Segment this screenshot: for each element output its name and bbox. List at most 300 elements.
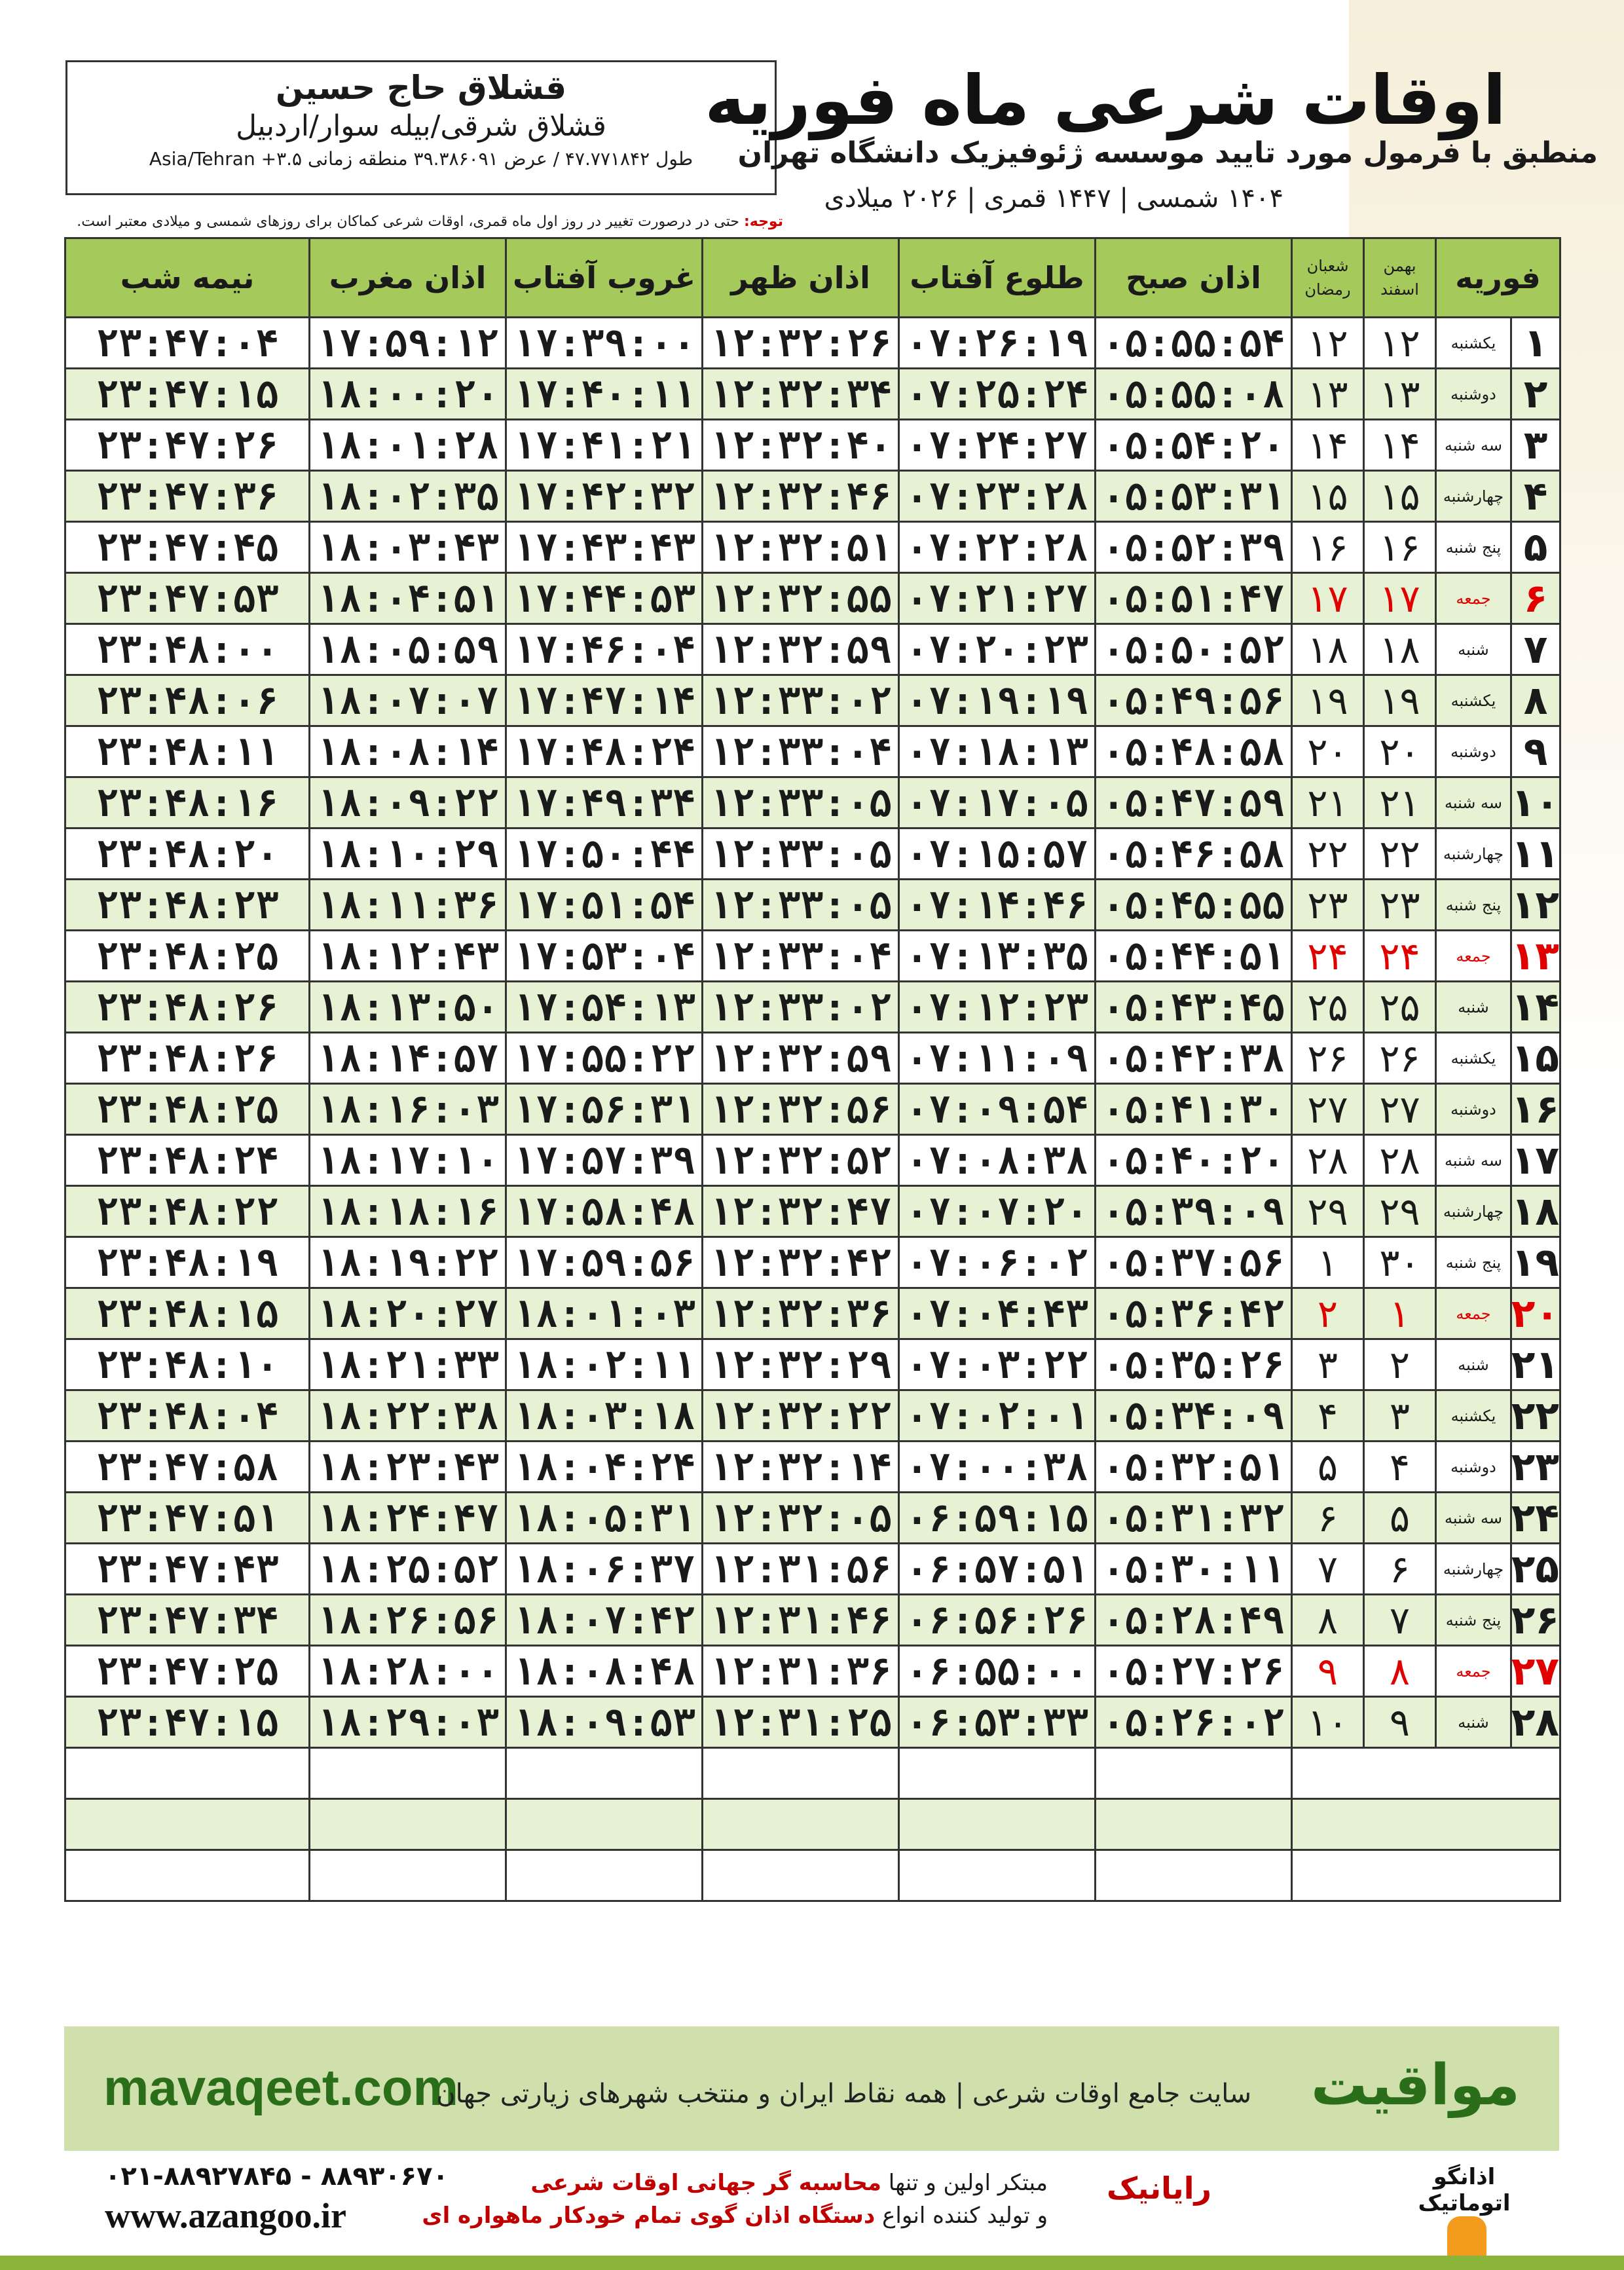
maghrib-time: ۱۸:۱۸:۱۶ — [310, 1186, 506, 1237]
day-number: ۶ — [1511, 573, 1560, 624]
day-number: ۷ — [1511, 624, 1560, 675]
page-title: اوقات شرعی ماه فوریه — [705, 60, 1506, 140]
empty-cell — [65, 1850, 310, 1901]
azangoo-logo — [1388, 2164, 1545, 2236]
qamari-day: ۲۴ — [1292, 931, 1364, 982]
qamari-day: ۳ — [1292, 1339, 1364, 1390]
empty-cell — [506, 1799, 703, 1850]
table-row — [65, 1697, 1560, 1748]
table-row — [65, 624, 1560, 675]
shamsi-day: ۶ — [1364, 1544, 1436, 1595]
table-row — [65, 982, 1560, 1033]
empty-cell — [1096, 1748, 1292, 1799]
header-sunrise: طلوع آفتاب — [899, 238, 1096, 318]
qamari-day: ۱۲ — [1292, 318, 1364, 369]
midnight-time: ۲۳:۴۸:۲۳ — [65, 880, 310, 931]
fajr-time: ۰۵:۴۹:۵۶ — [1096, 675, 1292, 726]
sunset-time: ۱۷:۳۹:۰۰ — [506, 318, 703, 369]
sunrise-time: ۰۶:۵۳:۳۳ — [899, 1697, 1096, 1748]
weekday: یکشنبه — [1436, 1390, 1511, 1442]
fajr-time: ۰۵:۳۹:۰۹ — [1096, 1186, 1292, 1237]
sunrise-time: ۰۷:۱۲:۲۳ — [899, 982, 1096, 1033]
empty-cell — [1292, 1799, 1560, 1850]
midnight-time: ۲۳:۴۸:۲۴ — [65, 1135, 310, 1186]
dhuhr-time: ۱۲:۳۲:۵۹ — [703, 1033, 899, 1084]
fajr-time: ۰۵:۴۰:۲۰ — [1096, 1135, 1292, 1186]
sunrise-time: ۰۷:۱۷:۰۵ — [899, 777, 1096, 828]
empty-row — [65, 1850, 1560, 1901]
dhuhr-time: ۱۲:۳۲:۱۴ — [703, 1442, 899, 1493]
sunrise-time: ۰۶:۵۹:۱۵ — [899, 1493, 1096, 1544]
date-line: ۱۴۰۴ شمسی | ۱۴۴۷ قمری | ۲۰۲۶ میلادی — [824, 183, 1283, 214]
weekday: دوشنبه — [1436, 369, 1511, 420]
fajr-time: ۰۵:۴۶:۵۸ — [1096, 828, 1292, 880]
table-row — [65, 1288, 1560, 1339]
qamari-day: ۲۷ — [1292, 1084, 1364, 1135]
sunrise-time: ۰۷:۱۴:۴۶ — [899, 880, 1096, 931]
midnight-time: ۲۳:۴۸:۲۲ — [65, 1186, 310, 1237]
qamari-day: ۲ — [1292, 1288, 1364, 1339]
qamari-day: ۴ — [1292, 1390, 1364, 1442]
shamsi-day: ۱۷ — [1364, 573, 1436, 624]
dhuhr-time: ۱۲:۳۲:۳۶ — [703, 1288, 899, 1339]
sunset-time: ۱۸:۰۴:۲۴ — [506, 1442, 703, 1493]
header-lunar-month-2: رمضان — [1304, 280, 1351, 299]
table-row — [65, 1544, 1560, 1595]
qamari-day: ۱۰ — [1292, 1697, 1364, 1748]
fajr-time: ۰۵:۲۸:۴۹ — [1096, 1595, 1292, 1646]
sunset-time: ۱۷:۵۴:۱۳ — [506, 982, 703, 1033]
dhuhr-time: ۱۲:۳۲:۵۹ — [703, 624, 899, 675]
dhuhr-time: ۱۲:۳۳:۰۵ — [703, 880, 899, 931]
maghrib-time: ۱۷:۵۹:۱۲ — [310, 318, 506, 369]
qamari-day: ۲۳ — [1292, 880, 1364, 931]
day-number: ۲۱ — [1511, 1339, 1560, 1390]
weekday: یکشنبه — [1436, 675, 1511, 726]
dhuhr-time: ۱۲:۳۲:۴۰ — [703, 420, 899, 471]
fajr-time: ۰۵:۵۵:۵۴ — [1096, 318, 1292, 369]
sunrise-time: ۰۷:۰۷:۲۰ — [899, 1186, 1096, 1237]
weekday: یکشنبه — [1436, 1033, 1511, 1084]
midnight-time: ۲۳:۴۸:۰۰ — [65, 624, 310, 675]
shamsi-day: ۵ — [1364, 1493, 1436, 1544]
shamsi-day: ۷ — [1364, 1595, 1436, 1646]
day-number: ۳ — [1511, 420, 1560, 471]
sunset-time: ۱۷:۵۵:۲۲ — [506, 1033, 703, 1084]
weekday: سه شنبه — [1436, 420, 1511, 471]
header-sunset: غروب آفتاب — [506, 238, 703, 318]
phone-numbers: ۰۲۱-۸۸۹۲۷۸۴۵ - ۸۸۹۳۰۶۷۰ — [105, 2161, 449, 2191]
shamsi-day: ۲ — [1364, 1339, 1436, 1390]
maghrib-time: ۱۸:۱۱:۳۶ — [310, 880, 506, 931]
shamsi-day: ۲۶ — [1364, 1033, 1436, 1084]
header-persian-month — [1364, 238, 1436, 318]
dhuhr-time: ۱۲:۳۳:۰۵ — [703, 828, 899, 880]
sunrise-time: ۰۷:۲۵:۲۴ — [899, 369, 1096, 420]
fajr-time: ۰۵:۴۷:۵۹ — [1096, 777, 1292, 828]
weekday: چهارشنبه — [1436, 828, 1511, 880]
sunrise-time: ۰۷:۲۴:۲۷ — [899, 420, 1096, 471]
qamari-day: ۲۱ — [1292, 777, 1364, 828]
sunset-time: ۱۷:۴۴:۵۳ — [506, 573, 703, 624]
empty-cell — [703, 1850, 899, 1901]
table-row — [65, 1186, 1560, 1237]
table-header-row — [65, 238, 1560, 318]
midnight-time: ۲۳:۴۷:۲۶ — [65, 420, 310, 471]
midnight-time: ۲۳:۴۷:۳۶ — [65, 471, 310, 522]
qamari-day: ۲۰ — [1292, 726, 1364, 777]
sunset-time: ۱۷:۵۳:۰۴ — [506, 931, 703, 982]
qamari-day: ۷ — [1292, 1544, 1364, 1595]
empty-cell — [65, 1748, 310, 1799]
table-row — [65, 675, 1560, 726]
sunrise-time: ۰۷:۲۳:۲۸ — [899, 471, 1096, 522]
empty-cell — [899, 1748, 1096, 1799]
midnight-time: ۲۳:۴۸:۱۵ — [65, 1288, 310, 1339]
sunrise-time: ۰۷:۲۶:۱۹ — [899, 318, 1096, 369]
note — [63, 214, 783, 230]
dhuhr-time: ۱۲:۳۲:۵۵ — [703, 573, 899, 624]
day-number: ۲۵ — [1511, 1544, 1560, 1595]
fajr-time: ۰۵:۵۱:۴۷ — [1096, 573, 1292, 624]
midnight-time: ۲۳:۴۸:۲۶ — [65, 1033, 310, 1084]
table-row — [65, 1493, 1560, 1544]
fajr-time: ۰۵:۴۵:۵۵ — [1096, 880, 1292, 931]
header-fajr: اذان صبح — [1096, 238, 1292, 318]
empty-row — [65, 1799, 1560, 1850]
qamari-day: ۱۸ — [1292, 624, 1364, 675]
qamari-day: ۸ — [1292, 1595, 1364, 1646]
shamsi-day: ۳ — [1364, 1390, 1436, 1442]
day-number: ۱۲ — [1511, 880, 1560, 931]
maghrib-time: ۱۸:۰۸:۱۴ — [310, 726, 506, 777]
day-number: ۲۸ — [1511, 1697, 1560, 1748]
empty-cell — [1292, 1850, 1560, 1901]
dhuhr-time: ۱۲:۳۲:۵۲ — [703, 1135, 899, 1186]
dhuhr-time: ۱۲:۳۲:۳۴ — [703, 369, 899, 420]
qamari-day: ۱۳ — [1292, 369, 1364, 420]
fajr-time: ۰۵:۲۶:۰۲ — [1096, 1697, 1292, 1748]
sunset-time: ۱۷:۴۷:۱۴ — [506, 675, 703, 726]
weekday: جمعه — [1436, 1646, 1511, 1697]
weekday: شنبه — [1436, 1697, 1511, 1748]
day-number: ۱۷ — [1511, 1135, 1560, 1186]
shamsi-day: ۲۲ — [1364, 828, 1436, 880]
midnight-time: ۲۳:۴۸:۲۵ — [65, 1084, 310, 1135]
sunrise-time: ۰۷:۰۰:۳۸ — [899, 1442, 1096, 1493]
weekday: پنج شنبه — [1436, 880, 1511, 931]
midnight-time: ۲۳:۴۸:۱۱ — [65, 726, 310, 777]
dhuhr-time: ۱۲:۳۳:۰۴ — [703, 931, 899, 982]
sunrise-time: ۰۷:۰۳:۲۲ — [899, 1339, 1096, 1390]
dhuhr-time: ۱۲:۳۲:۴۷ — [703, 1186, 899, 1237]
fajr-time: ۰۵:۵۳:۳۱ — [1096, 471, 1292, 522]
table-row — [65, 420, 1560, 471]
sunset-time: ۱۷:۵۱:۵۴ — [506, 880, 703, 931]
sunrise-time: ۰۶:۵۷:۵۱ — [899, 1544, 1096, 1595]
maghrib-time: ۱۸:۱۷:۱۰ — [310, 1135, 506, 1186]
empty-cell — [899, 1799, 1096, 1850]
sunset-time: ۱۸:۰۲:۱۱ — [506, 1339, 703, 1390]
empty-cell — [506, 1850, 703, 1901]
qamari-day: ۱ — [1292, 1237, 1364, 1288]
shamsi-day: ۲۵ — [1364, 982, 1436, 1033]
weekday: جمعه — [1436, 931, 1511, 982]
table-row — [65, 573, 1560, 624]
dhuhr-time: ۱۲:۳۲:۵۱ — [703, 522, 899, 573]
sunrise-time: ۰۷:۱۹:۱۹ — [899, 675, 1096, 726]
fajr-time: ۰۵:۵۵:۰۸ — [1096, 369, 1292, 420]
fajr-time: ۰۵:۴۱:۳۰ — [1096, 1084, 1292, 1135]
day-number: ۲۲ — [1511, 1390, 1560, 1442]
qamari-day: ۲۹ — [1292, 1186, 1364, 1237]
weekday: دوشنبه — [1436, 1442, 1511, 1493]
shamsi-day: ۳۰ — [1364, 1237, 1436, 1288]
weekday: جمعه — [1436, 1288, 1511, 1339]
weekday: سه شنبه — [1436, 777, 1511, 828]
maghrib-time: ۱۸:۱۹:۲۲ — [310, 1237, 506, 1288]
weekday: چهارشنبه — [1436, 1186, 1511, 1237]
header-lunar-month — [1292, 238, 1364, 318]
weekday: شنبه — [1436, 1339, 1511, 1390]
maghrib-time: ۱۸:۰۱:۲۸ — [310, 420, 506, 471]
table-row — [65, 522, 1560, 573]
midnight-time: ۲۳:۴۸:۱۹ — [65, 1237, 310, 1288]
fajr-time: ۰۵:۳۰:۱۱ — [1096, 1544, 1292, 1595]
midnight-time: ۲۳:۴۷:۵۸ — [65, 1442, 310, 1493]
weekday: شنبه — [1436, 624, 1511, 675]
midnight-time: ۲۳:۴۸:۱۶ — [65, 777, 310, 828]
table-row — [65, 369, 1560, 420]
sunset-time: ۱۸:۰۳:۱۸ — [506, 1390, 703, 1442]
dhuhr-time: ۱۲:۳۲:۲۶ — [703, 318, 899, 369]
dhuhr-time: ۱۲:۳۲:۴۲ — [703, 1237, 899, 1288]
day-number: ۱۰ — [1511, 777, 1560, 828]
sunrise-time: ۰۷:۰۹:۵۴ — [899, 1084, 1096, 1135]
midnight-time: ۲۳:۴۷:۵۱ — [65, 1493, 310, 1544]
midnight-time: ۲۳:۴۸:۲۰ — [65, 828, 310, 880]
maghrib-time: ۱۸:۰۳:۴۳ — [310, 522, 506, 573]
maghrib-time: ۱۸:۰۰:۲۰ — [310, 369, 506, 420]
qamari-day: ۹ — [1292, 1646, 1364, 1697]
day-number: ۱۸ — [1511, 1186, 1560, 1237]
sunset-time: ۱۷:۴۹:۳۴ — [506, 777, 703, 828]
page-subtitle: منطبق با فرمول مورد تایید موسسه ژئوفیزیک دانشگاه تهران — [737, 136, 1598, 170]
qamari-day: ۶ — [1292, 1493, 1364, 1544]
qamari-day: ۵ — [1292, 1442, 1364, 1493]
maghrib-time: ۱۸:۰۵:۵۹ — [310, 624, 506, 675]
midnight-time: ۲۳:۴۷:۴۳ — [65, 1544, 310, 1595]
day-number: ۲۶ — [1511, 1595, 1560, 1646]
maghrib-time: ۱۸:۱۳:۵۰ — [310, 982, 506, 1033]
day-number: ۱۵ — [1511, 1033, 1560, 1084]
table-row — [65, 828, 1560, 880]
qamari-day: ۱۶ — [1292, 522, 1364, 573]
maghrib-time: ۱۸:۰۲:۳۵ — [310, 471, 506, 522]
empty-cell — [703, 1799, 899, 1850]
sunset-time: ۱۷:۴۱:۲۱ — [506, 420, 703, 471]
shamsi-day: ۲۷ — [1364, 1084, 1436, 1135]
location-name: قشلاق حاج حسین — [275, 69, 567, 107]
prayer-times-table — [64, 237, 1561, 1902]
dhuhr-time: ۱۲:۳۲:۲۹ — [703, 1339, 899, 1390]
sunrise-time: ۰۷:۱۱:۰۹ — [899, 1033, 1096, 1084]
midnight-time: ۲۳:۴۷:۱۵ — [65, 1697, 310, 1748]
promo-line-1-a: مبتکر اولین و تنها — [881, 2170, 1048, 2196]
fajr-time: ۰۵:۵۰:۵۲ — [1096, 624, 1292, 675]
empty-cell — [1096, 1850, 1292, 1901]
shamsi-day: ۲۹ — [1364, 1186, 1436, 1237]
bottom-bar — [0, 2256, 1624, 2270]
sunset-time: ۱۷:۵۹:۵۶ — [506, 1237, 703, 1288]
sunrise-time: ۰۶:۵۵:۰۰ — [899, 1646, 1096, 1697]
fajr-time: ۰۵:۵۴:۲۰ — [1096, 420, 1292, 471]
dhuhr-time: ۱۲:۳۱:۲۵ — [703, 1697, 899, 1748]
dhuhr-time: ۱۲:۳۳:۰۴ — [703, 726, 899, 777]
midnight-time: ۲۳:۴۷:۴۵ — [65, 522, 310, 573]
table-row — [65, 1135, 1560, 1186]
empty-row — [65, 1748, 1560, 1799]
table-row — [65, 1595, 1560, 1646]
midnight-time: ۲۳:۴۸:۲۶ — [65, 982, 310, 1033]
note-label: توجه: — [743, 214, 783, 230]
midnight-time: ۲۳:۴۷:۵۳ — [65, 573, 310, 624]
table-row — [65, 1033, 1560, 1084]
day-number: ۵ — [1511, 522, 1560, 573]
empty-cell — [310, 1748, 506, 1799]
sunset-time: ۱۷:۵۸:۴۸ — [506, 1186, 703, 1237]
fajr-time: ۰۵:۳۷:۵۶ — [1096, 1237, 1292, 1288]
site-url[interactable]: mavaqeet.com — [103, 2058, 458, 2116]
sunset-time: ۱۸:۰۵:۳۱ — [506, 1493, 703, 1544]
shamsi-day: ۸ — [1364, 1646, 1436, 1697]
table-row — [65, 931, 1560, 982]
fajr-time: ۰۵:۳۱:۳۲ — [1096, 1493, 1292, 1544]
maghrib-time: ۱۸:۰۷:۰۷ — [310, 675, 506, 726]
shamsi-day: ۲۴ — [1364, 931, 1436, 982]
maghrib-time: ۱۸:۲۹:۰۳ — [310, 1697, 506, 1748]
header-persian-month-1: بهمن — [1383, 257, 1416, 275]
day-number: ۸ — [1511, 675, 1560, 726]
shamsi-day: ۲۳ — [1364, 880, 1436, 931]
maghrib-time: ۱۸:۱۴:۵۷ — [310, 1033, 506, 1084]
header-lunar-month-1: شعبان — [1306, 257, 1349, 275]
weekday: شنبه — [1436, 982, 1511, 1033]
maghrib-time: ۱۸:۲۳:۴۳ — [310, 1442, 506, 1493]
empty-cell — [1292, 1748, 1560, 1799]
shamsi-day: ۱۸ — [1364, 624, 1436, 675]
day-number: ۲۴ — [1511, 1493, 1560, 1544]
sunset-time: ۱۸:۰۹:۵۳ — [506, 1697, 703, 1748]
dhuhr-time: ۱۲:۳۲:۵۶ — [703, 1084, 899, 1135]
midnight-time: ۲۳:۴۷:۲۵ — [65, 1646, 310, 1697]
table-row — [65, 1646, 1560, 1697]
table-row — [65, 1442, 1560, 1493]
mavaqeet-logo: مواقیت — [1310, 2053, 1520, 2118]
shamsi-day: ۱۲ — [1364, 318, 1436, 369]
sunrise-time: ۰۷:۱۳:۳۵ — [899, 931, 1096, 982]
note-text: حتی در درصورت تغییر در روز اول ماه قمری، اوقات شرعی کماکان برای روزهای شمسی و میلادی معتبر است. — [77, 214, 739, 230]
weekday: یکشنبه — [1436, 318, 1511, 369]
header-midnight: نیمه شب — [65, 238, 310, 318]
day-number: ۲۳ — [1511, 1442, 1560, 1493]
empty-cell — [310, 1850, 506, 1901]
table-row — [65, 726, 1560, 777]
maghrib-time: ۱۸:۰۴:۵۱ — [310, 573, 506, 624]
weekday: سه شنبه — [1436, 1135, 1511, 1186]
shamsi-day: ۱ — [1364, 1288, 1436, 1339]
site-description: سایت جامع اوقات شرعی | همه نقاط ایران و منتخب شهرهای زیارتی جهان — [436, 2079, 1251, 2109]
day-number: ۲ — [1511, 369, 1560, 420]
midnight-time: ۲۳:۴۸:۰۶ — [65, 675, 310, 726]
promo-line-2-b: دستگاه اذان گوی تمام خودکار ماهواره ای — [422, 2203, 876, 2229]
day-number: ۹ — [1511, 726, 1560, 777]
sunset-time: ۱۷:۵۶:۳۱ — [506, 1084, 703, 1135]
maghrib-time: ۱۸:۱۰:۲۹ — [310, 828, 506, 880]
sunset-time: ۱۸:۰۷:۴۲ — [506, 1595, 703, 1646]
qamari-day: ۲۶ — [1292, 1033, 1364, 1084]
maghrib-time: ۱۸:۱۶:۰۳ — [310, 1084, 506, 1135]
promo-line-1 — [422, 2167, 1048, 2199]
shamsi-day: ۴ — [1364, 1442, 1436, 1493]
fajr-time: ۰۵:۲۷:۲۶ — [1096, 1646, 1292, 1697]
sunset-time: ۱۷:۴۰:۱۱ — [506, 369, 703, 420]
dhuhr-time: ۱۲:۳۲:۰۵ — [703, 1493, 899, 1544]
day-number: ۱۶ — [1511, 1084, 1560, 1135]
day-number: ۱ — [1511, 318, 1560, 369]
shamsi-day: ۲۰ — [1364, 726, 1436, 777]
maghrib-time: ۱۸:۲۱:۳۳ — [310, 1339, 506, 1390]
sunset-time: ۱۷:۴۸:۲۴ — [506, 726, 703, 777]
header-maghrib: اذان مغرب — [310, 238, 506, 318]
fajr-time: ۰۵:۳۲:۵۱ — [1096, 1442, 1292, 1493]
sunrise-time: ۰۷:۲۰:۲۳ — [899, 624, 1096, 675]
shamsi-day: ۱۹ — [1364, 675, 1436, 726]
footer-band — [64, 2026, 1559, 2151]
azangoo-website[interactable]: www.azangoo.ir — [105, 2196, 346, 2235]
shamsi-day: ۱۳ — [1364, 369, 1436, 420]
dhuhr-time: ۱۲:۳۲:۴۶ — [703, 471, 899, 522]
sunrise-time: ۰۷:۰۶:۰۲ — [899, 1237, 1096, 1288]
day-number: ۱۱ — [1511, 828, 1560, 880]
table-row — [65, 1390, 1560, 1442]
sunrise-time: ۰۷:۱۸:۱۳ — [899, 726, 1096, 777]
table-row — [65, 880, 1560, 931]
weekday: دوشنبه — [1436, 1084, 1511, 1135]
midnight-time: ۲۳:۴۷:۳۴ — [65, 1595, 310, 1646]
sunset-time: ۱۸:۰۱:۰۳ — [506, 1288, 703, 1339]
day-number: ۱۴ — [1511, 982, 1560, 1033]
header-dhuhr: اذان ظهر — [703, 238, 899, 318]
dhuhr-time: ۱۲:۳۱:۴۶ — [703, 1595, 899, 1646]
empty-cell — [899, 1850, 1096, 1901]
maghrib-time: ۱۸:۲۲:۳۸ — [310, 1390, 506, 1442]
contact-info — [105, 2161, 449, 2236]
fajr-time: ۰۵:۴۸:۵۸ — [1096, 726, 1292, 777]
sunrise-time: ۰۷:۰۸:۳۸ — [899, 1135, 1096, 1186]
dhuhr-time: ۱۲:۳۲:۲۲ — [703, 1390, 899, 1442]
location-box — [65, 60, 777, 195]
qamari-day: ۲۸ — [1292, 1135, 1364, 1186]
shamsi-day: ۱۴ — [1364, 420, 1436, 471]
day-number: ۱۳ — [1511, 931, 1560, 982]
table-row — [65, 1084, 1560, 1135]
sunrise-time: ۰۷:۰۲:۰۱ — [899, 1390, 1096, 1442]
table-row — [65, 318, 1560, 369]
qamari-day: ۲۵ — [1292, 982, 1364, 1033]
table-body — [65, 318, 1560, 1901]
dhuhr-time: ۱۲:۳۳:۰۲ — [703, 982, 899, 1033]
